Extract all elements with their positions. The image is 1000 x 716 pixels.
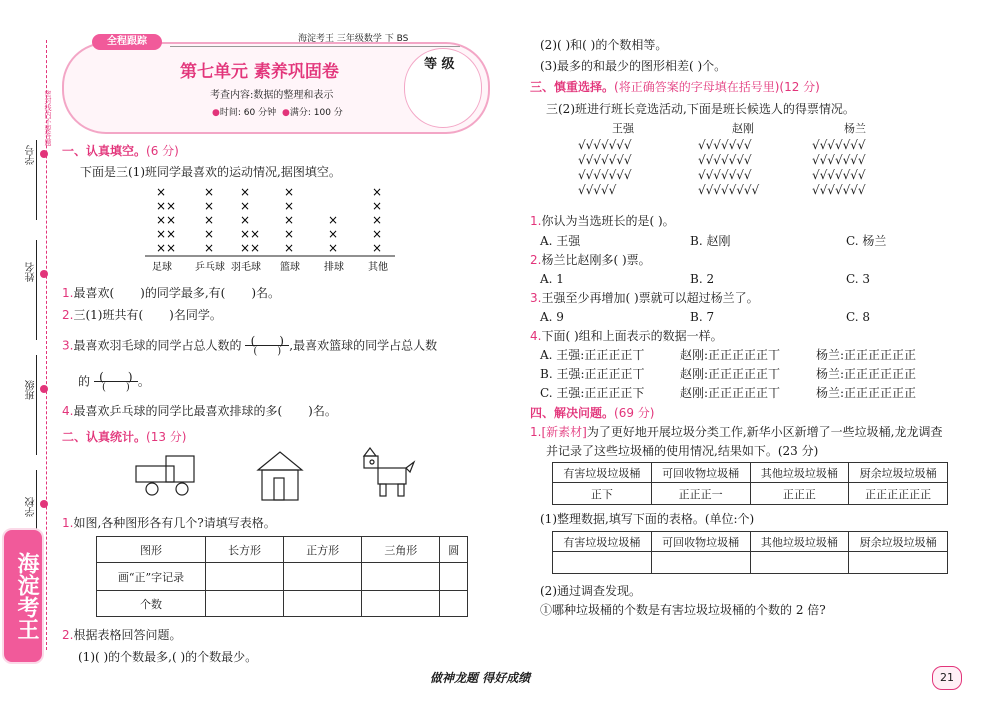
pictograph-marks bbox=[156, 185, 382, 255]
q-text: 三(1)班共有( bbox=[73, 308, 144, 322]
vote-row: √√√√√√√ bbox=[812, 168, 866, 182]
answer-cell[interactable] bbox=[651, 552, 750, 574]
q-number: 2. bbox=[62, 628, 74, 642]
row-label: 个数 bbox=[97, 591, 206, 617]
pictograph-mark: × bbox=[156, 241, 167, 255]
q-text: 杨兰比赵刚多( )票。 bbox=[541, 253, 651, 267]
s1-q3-cont bbox=[78, 372, 150, 392]
choice-b[interactable]: B. 2 bbox=[690, 272, 715, 286]
q-text: 最喜欢羽毛球的同学占总人数的 bbox=[73, 338, 242, 353]
s2-q2 bbox=[62, 628, 181, 642]
q-text: 王强至少再增加( )票就可以超过杨兰了。 bbox=[541, 291, 759, 305]
section2-points: (13 分) bbox=[146, 430, 187, 444]
pink-dot bbox=[40, 385, 48, 393]
unit-title: 第七单元 素养巩固卷 bbox=[180, 62, 339, 82]
section1-title-text: 一、认真填空。 bbox=[62, 144, 147, 158]
pictograph-category-label: 乒乓球 bbox=[195, 262, 225, 273]
pictograph-mark: × bbox=[204, 227, 215, 241]
s3-q2 bbox=[530, 253, 651, 267]
vote-row: √√√√√√√ bbox=[812, 138, 866, 152]
table-row bbox=[553, 463, 948, 483]
label-student-id: 学号 bbox=[26, 145, 37, 165]
s4-q1-sub2a: ①哪种垃圾桶的个数是有害垃圾垃圾桶的个数的 2 倍? bbox=[540, 603, 826, 617]
q-text: )的同学最多,有( bbox=[140, 286, 226, 300]
vote-row: √√√√√√√ bbox=[698, 168, 752, 182]
answer-cell[interactable] bbox=[362, 591, 440, 617]
new-material-tag: [新素材] bbox=[541, 425, 587, 439]
section1-points: (6 分) bbox=[146, 144, 179, 158]
choice-b[interactable]: B. 王强:正正正正丅 bbox=[540, 367, 645, 381]
q-number: 1. bbox=[530, 425, 542, 439]
table-header: 圆 bbox=[440, 537, 468, 563]
vote-row: √√√√√ bbox=[578, 183, 617, 197]
pictograph-mark: × bbox=[240, 241, 251, 255]
section3-title bbox=[530, 80, 820, 94]
choice-a[interactable]: A. 王强:正正正正丅 bbox=[540, 348, 645, 362]
pink-dot bbox=[40, 150, 48, 158]
tally-cell: 正正正 bbox=[750, 483, 849, 505]
candidate-name: 杨兰 bbox=[844, 122, 866, 135]
badge-text: 全程跟踪 bbox=[107, 36, 147, 47]
answer-cell[interactable] bbox=[440, 563, 468, 591]
answer-cell[interactable] bbox=[206, 591, 284, 617]
s1-q3 bbox=[62, 336, 437, 356]
pictograph-mark: × bbox=[328, 227, 339, 241]
pictograph-mark: × bbox=[240, 213, 251, 227]
s1-q4 bbox=[62, 404, 337, 418]
pictograph-mark: × bbox=[204, 241, 215, 255]
pink-dot bbox=[40, 270, 48, 278]
bin-count-table bbox=[552, 531, 948, 574]
pictograph-mark: × bbox=[250, 227, 261, 241]
grade-label: 等 级 bbox=[424, 57, 455, 72]
answer-cell[interactable] bbox=[750, 552, 849, 574]
vote-marks-zhao bbox=[698, 138, 759, 198]
vote-row: √√√√√√√ bbox=[698, 138, 752, 152]
table-header: 正方形 bbox=[284, 537, 362, 563]
pictograph-mark: × bbox=[204, 199, 215, 213]
seal-note: 密封线内不要答题 bbox=[44, 90, 52, 146]
pictograph-mark: × bbox=[372, 199, 383, 213]
vote-row: √√√√√√√ bbox=[812, 153, 866, 167]
table-row bbox=[97, 563, 468, 591]
choice-a-yang: 杨兰:正正正正正正 bbox=[816, 348, 917, 362]
choice-b[interactable]: B. 7 bbox=[690, 310, 715, 324]
choice-a[interactable]: A. 王强 bbox=[540, 234, 581, 248]
section3-hint: (将正确答案的字母填在括号里) bbox=[614, 80, 780, 94]
pictograph-labels bbox=[152, 260, 388, 273]
q-number: 4. bbox=[62, 404, 74, 418]
pictograph-mark: × bbox=[240, 199, 251, 213]
animal-figure bbox=[364, 448, 414, 496]
answer-cell[interactable] bbox=[284, 563, 362, 591]
q-number: 3. bbox=[62, 338, 74, 353]
score-text: 满分: 100 分 bbox=[289, 108, 343, 118]
fraction-blank[interactable] bbox=[245, 336, 289, 356]
q-text: 最喜欢乒乓球的同学比最喜欢排球的多( bbox=[73, 404, 283, 418]
blank-class[interactable] bbox=[36, 355, 37, 455]
label-school: 学校 bbox=[26, 497, 37, 517]
s3-q4 bbox=[530, 329, 723, 343]
table-header: 可回收物垃圾桶 bbox=[651, 532, 750, 552]
section4-title bbox=[530, 406, 654, 420]
choice-c[interactable]: C. 杨兰 bbox=[846, 234, 887, 248]
q-text: 如图,各种图形各有几个?请填写表格。 bbox=[73, 516, 276, 530]
q-text: 。 bbox=[137, 374, 150, 389]
pictograph-category-label: 羽毛球 bbox=[231, 262, 261, 273]
s4-q1-sub1: (1)整理数据,填写下面的表格。(单位:个) bbox=[540, 512, 755, 526]
q-number: 1. bbox=[530, 214, 542, 228]
q-number: 4. bbox=[530, 329, 542, 343]
paren: ) bbox=[277, 346, 282, 357]
paren: ( bbox=[253, 346, 258, 357]
answer-cell[interactable] bbox=[849, 552, 948, 574]
shapes-figures bbox=[128, 446, 418, 504]
table-header: 其他垃圾垃圾桶 bbox=[750, 532, 849, 552]
pictograph-mark: × bbox=[204, 213, 215, 227]
vote-row: √√√√√√√ bbox=[698, 153, 752, 167]
pictograph-category-label: 排球 bbox=[324, 262, 344, 273]
shape-count-table bbox=[96, 536, 468, 617]
s2-q2-sub3: (3)最多的和最少的图形相差( )个。 bbox=[540, 59, 727, 73]
vote-row: √√√√√√√ bbox=[812, 183, 866, 197]
s3-q1 bbox=[530, 214, 675, 228]
answer-cell[interactable] bbox=[440, 591, 468, 617]
vote-tally bbox=[576, 122, 916, 202]
section4-title-text: 四、解决问题。 bbox=[530, 406, 615, 420]
binding-strip bbox=[0, 0, 60, 716]
sports-pictograph bbox=[140, 182, 400, 274]
choice-b[interactable]: B. 赵刚 bbox=[690, 234, 731, 248]
pictograph-mark: × bbox=[372, 227, 383, 241]
q-text: 下面( )组和上面表示的数据一样。 bbox=[541, 329, 723, 343]
house-figure bbox=[258, 452, 302, 500]
paren: ) bbox=[125, 382, 130, 393]
clock-icon: ● bbox=[212, 108, 220, 118]
s2-q2-sub1: (1)( )的个数最多,( )的个数最少。 bbox=[78, 650, 258, 664]
pink-dot bbox=[40, 500, 48, 508]
s4-q1-cont: 并记录了这些垃圾桶的使用情况,结果如下。(23 分) bbox=[546, 444, 819, 458]
candidate-name: 王强 bbox=[612, 122, 634, 135]
pictograph-mark: × bbox=[372, 213, 383, 227]
choice-c[interactable]: C. 8 bbox=[846, 310, 871, 324]
table-row bbox=[97, 537, 468, 563]
label-name: 姓名 bbox=[26, 262, 37, 282]
vote-row: √√√√√√√√ bbox=[698, 183, 760, 197]
q-text: 最喜欢( bbox=[73, 286, 115, 300]
section4-points: (69 分) bbox=[614, 406, 655, 420]
section2-title-text: 二、认真统计。 bbox=[62, 430, 147, 444]
vote-marks-wang bbox=[578, 138, 632, 198]
paren: ) bbox=[127, 370, 133, 384]
choice-a-zhao: 赵刚:正正正正正丅 bbox=[680, 348, 781, 362]
table-header: 可回收物垃圾桶 bbox=[651, 463, 750, 483]
pictograph-mark: × bbox=[156, 199, 167, 213]
choice-b-zhao: 赵刚:正正正正正丅 bbox=[680, 367, 781, 381]
pictograph-category-label: 足球 bbox=[152, 262, 172, 273]
choice-a[interactable]: A. 1 bbox=[540, 272, 564, 286]
table-header: 图形 bbox=[97, 537, 206, 563]
pictograph-mark: × bbox=[372, 185, 383, 199]
pictograph-mark: × bbox=[372, 241, 383, 255]
series-underline bbox=[170, 46, 460, 47]
table-row bbox=[553, 552, 948, 574]
tally-cell: 正正正正正正 bbox=[849, 483, 948, 505]
pictograph-mark: × bbox=[166, 199, 177, 213]
bin-tally-table bbox=[552, 462, 948, 505]
pictograph-mark: × bbox=[240, 227, 251, 241]
section2-title bbox=[62, 430, 186, 444]
answer-cell[interactable] bbox=[206, 563, 284, 591]
pictograph-mark: × bbox=[240, 185, 251, 199]
table-header: 有害垃圾垃圾桶 bbox=[553, 532, 652, 552]
s4-q1-sub2: (2)通过调查发现。 bbox=[540, 584, 641, 598]
pictograph-mark: × bbox=[166, 227, 177, 241]
q-text: )名。 bbox=[251, 286, 281, 300]
candidate-name: 赵刚 bbox=[732, 122, 754, 135]
s4-q1 bbox=[530, 425, 942, 439]
table-header: 长方形 bbox=[206, 537, 284, 563]
exam-score bbox=[282, 106, 343, 120]
footer-motto: 做神龙题 得好成绩 bbox=[430, 671, 531, 685]
pictograph-mark: × bbox=[328, 213, 339, 227]
paren: ( bbox=[250, 334, 256, 348]
q-text: )名。 bbox=[308, 404, 337, 418]
s1-q1 bbox=[62, 286, 280, 300]
fraction-blank[interactable] bbox=[94, 372, 138, 392]
series-text: 海淀考王 三年级数学 下 BS bbox=[298, 34, 409, 44]
table-row bbox=[97, 591, 468, 617]
choice-a[interactable]: A. 9 bbox=[540, 310, 564, 324]
pictograph-mark: × bbox=[284, 185, 295, 199]
answer-cell[interactable] bbox=[553, 552, 652, 574]
section3-title-text: 三、慎重选择。 bbox=[530, 80, 615, 94]
choice-c[interactable]: C. 3 bbox=[846, 272, 871, 286]
section1-intro: 下面是三(1)班同学最喜欢的运动情况,据图填空。 bbox=[80, 165, 341, 179]
pictograph-mark: × bbox=[250, 241, 261, 255]
q-number: 2. bbox=[62, 308, 74, 322]
q-number: 1. bbox=[62, 286, 74, 300]
truck-figure bbox=[136, 456, 194, 495]
row-label: 画“正”字记录 bbox=[97, 563, 206, 591]
page-number-text: 21 bbox=[940, 671, 954, 684]
q-text: 的 bbox=[78, 374, 91, 389]
section1-title bbox=[62, 144, 179, 158]
header-badge bbox=[92, 34, 162, 50]
q-number: 1. bbox=[62, 516, 74, 530]
paren: ) bbox=[279, 334, 284, 348]
pictograph-category-label: 其他 bbox=[368, 262, 388, 273]
pictograph-mark: × bbox=[328, 241, 339, 255]
exam-time bbox=[212, 106, 276, 120]
choice-c-yang: 杨兰:正正正正正正 bbox=[816, 386, 917, 400]
pictograph-mark: × bbox=[284, 213, 295, 227]
tally-cell: 正下 bbox=[553, 483, 652, 505]
table-header: 三角形 bbox=[362, 537, 440, 563]
s1-q2 bbox=[62, 308, 222, 322]
brand-text: 海淀考王 bbox=[14, 552, 39, 640]
s2-q1 bbox=[62, 516, 276, 530]
s2-q2-sub2: (2)( )和( )的个数相等。 bbox=[540, 38, 668, 52]
label-class: 班级 bbox=[26, 380, 37, 400]
q-text: 你认为当选班长的是( )。 bbox=[541, 214, 675, 228]
vote-row: √√√√√√√ bbox=[578, 153, 632, 167]
content-scope: 考查内容:数据的整理和表示 bbox=[210, 90, 334, 101]
q-text: )名同学。 bbox=[169, 308, 222, 322]
table-row bbox=[553, 483, 948, 505]
section3-points: (12 分) bbox=[779, 80, 820, 94]
pictograph-mark: × bbox=[166, 213, 177, 227]
pictograph-mark: × bbox=[284, 241, 295, 255]
pictograph-mark: × bbox=[156, 213, 167, 227]
table-header: 有害垃圾垃圾桶 bbox=[553, 463, 652, 483]
table-header: 厨余垃圾垃圾桶 bbox=[849, 463, 948, 483]
pictograph-mark: × bbox=[156, 185, 167, 199]
blank-student-id[interactable] bbox=[36, 140, 37, 220]
table-header: 其他垃圾垃圾桶 bbox=[750, 463, 849, 483]
table-header: 厨余垃圾垃圾桶 bbox=[849, 532, 948, 552]
answer-cell[interactable] bbox=[284, 591, 362, 617]
paren: ( bbox=[99, 370, 104, 384]
tally-cell: 正正正一 bbox=[651, 483, 750, 505]
section3-intro: 三(2)班进行班长竞选活动,下面是班长候选人的得票情况。 bbox=[546, 102, 855, 116]
table-row bbox=[553, 532, 948, 552]
pictograph-category-label: 篮球 bbox=[280, 262, 300, 273]
page-number bbox=[932, 666, 962, 690]
s3-q3 bbox=[530, 291, 759, 305]
brand-logo bbox=[2, 528, 44, 664]
q-number: 3. bbox=[530, 291, 542, 305]
q-text: 根据表格回答问题。 bbox=[73, 628, 182, 642]
paren: ( bbox=[101, 382, 106, 393]
choice-c[interactable]: C. 王强:正正正正下 bbox=[540, 386, 645, 400]
pictograph-mark: × bbox=[204, 185, 215, 199]
time-text: 时间: 60 分钟 bbox=[219, 108, 277, 118]
q-text: ,最喜欢篮球的同学占总人数 bbox=[289, 338, 438, 353]
pictograph-mark: × bbox=[166, 241, 177, 255]
vote-row: √√√√√√√ bbox=[578, 168, 632, 182]
answer-cell[interactable] bbox=[362, 563, 440, 591]
vote-marks-yang bbox=[812, 138, 866, 198]
pictograph-mark: × bbox=[284, 199, 295, 213]
vote-row: √√√√√√√ bbox=[578, 138, 632, 152]
pictograph-mark: × bbox=[284, 227, 295, 241]
blank-name[interactable] bbox=[36, 240, 37, 340]
pictograph-mark: × bbox=[156, 227, 167, 241]
check-icon: ● bbox=[282, 108, 290, 118]
q-number: 2. bbox=[530, 253, 542, 267]
choice-b-yang: 杨兰:正正正正正正 bbox=[816, 367, 917, 381]
choice-c-zhao: 赵刚:正正正正正丅 bbox=[680, 386, 781, 400]
q-text: 为了更好地开展垃圾分类工作,新华小区新增了一些垃圾桶,龙龙调查 bbox=[586, 425, 943, 439]
